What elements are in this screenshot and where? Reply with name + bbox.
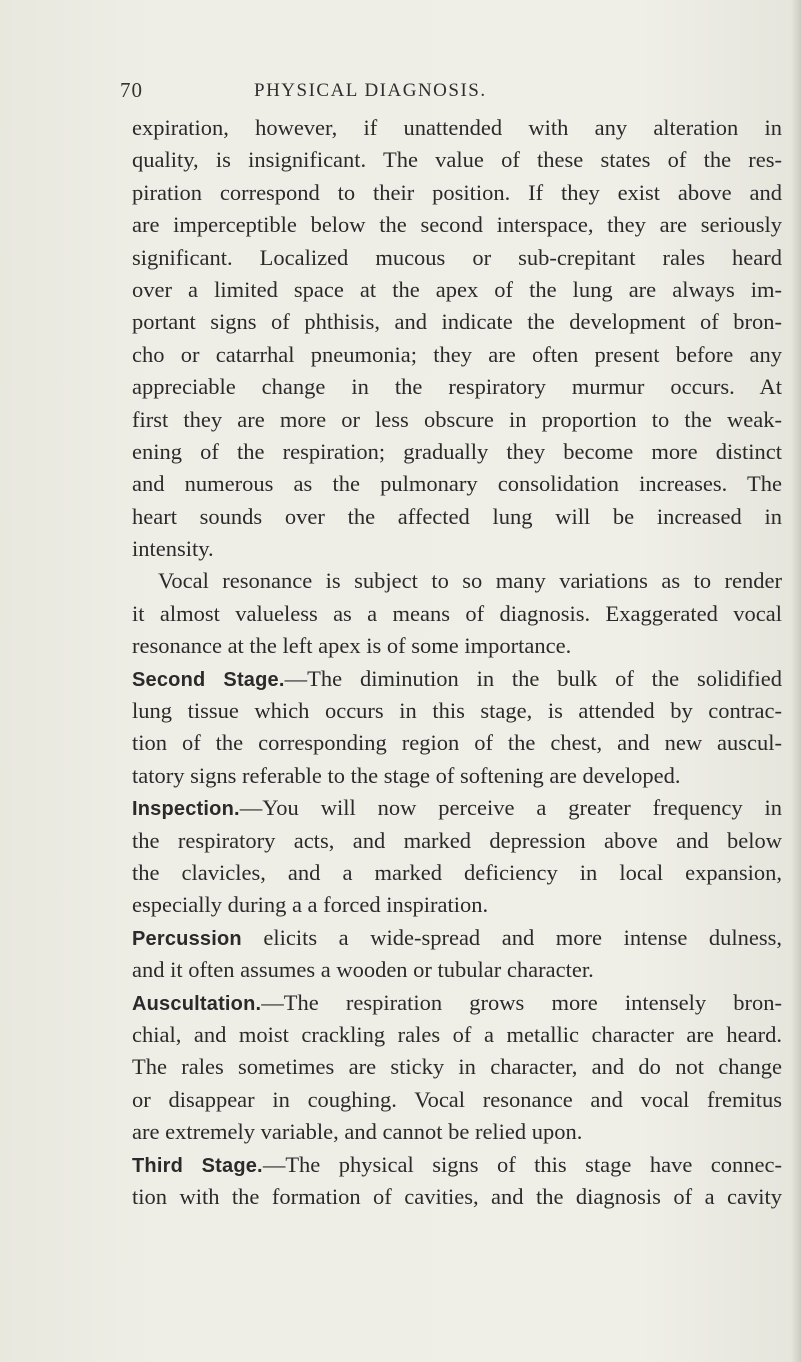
section-heading-inspection: Inspection. [132, 798, 240, 821]
text-line: intensity. [132, 536, 214, 562]
text-line: ening of the respiration; gradually they become more distinct [132, 438, 782, 464]
text-line: appreciable change in the respiratory murmur occurs. At [132, 374, 782, 400]
text-line: chial, and moist crackling rales of a metallic character are heard. [132, 1021, 782, 1047]
text-line: tion with the formation of cavities, and the diagnosis of a cavity [132, 1183, 782, 1209]
text-line: tatory signs referable to the stage of softening are developed. [132, 762, 681, 788]
text-line: and numerous as the pulmonary consolidation increases. The [132, 471, 782, 497]
text-line: quality, is insignificant. The value of these states of the res- [132, 147, 782, 173]
text-line: expiration, however, if unattended with any alteration in [132, 115, 782, 140]
text-line: Second Stage.—The diminution in the bulk of the solidified [132, 665, 782, 691]
text-line: cho or catarrhal pneumonia; they are often present before any [132, 341, 782, 367]
page-number: 70 [120, 78, 143, 102]
text-line: resonance at the left apex is of some importance. [132, 633, 572, 659]
section-heading-third-stage: Third Stage. [132, 1154, 263, 1177]
running-head: PHYSICAL DIAGNOSIS. [254, 80, 487, 101]
page-header [0, 78, 801, 108]
text-line: Vocal resonance is subject to so many variations as to render [158, 568, 782, 594]
section-heading-second-stage: Second Stage. [132, 668, 285, 691]
text-line: The rales sometimes are sticky in character, and do not change [132, 1054, 782, 1080]
text-line: Third Stage.—The physical signs of this stage have connec- [132, 1151, 782, 1177]
text-line: over a limited space at the apex of the lung are always im- [132, 276, 782, 302]
text-line: heart sounds over the affected lung will be increased in [132, 503, 782, 529]
text-line: significant. Localized mucous or sub-crepitant rales heard [132, 244, 782, 270]
text-line: the clavicles, and a marked deficiency in local expansion, [132, 859, 782, 885]
text-line: the respiratory acts, and marked depression above and below [132, 827, 782, 853]
section-heading-percussion: Percussion [132, 927, 242, 950]
body-text [132, 112, 782, 1213]
text-line: piration correspond to their position. If they exist above and [132, 179, 782, 205]
text-line: tion of the corresponding region of the chest, and new auscul- [132, 730, 782, 756]
text-line: are extremely variable, and cannot be relied upon. [132, 1119, 583, 1145]
text-line: lung tissue which occurs in this stage, is attended by contrac- [132, 698, 782, 724]
text-line: especially during a a forced inspiration. [132, 892, 489, 918]
text-line: Inspection.—You will now perceive a greater frequency in [132, 795, 782, 821]
text-line: Percussion elicits a wide-spread and more intense dulness, [132, 924, 782, 950]
text-line: portant signs of phthisis, and indicate the development of bron- [132, 309, 782, 335]
section-heading-auscultation: Auscultation. [132, 992, 262, 1015]
text-line: and it often assumes a wooden or tubular character. [132, 957, 594, 983]
text-line: Auscultation.—The respiration grows more intensely bron- [132, 989, 782, 1015]
text-line: are imperceptible below the second interspace, they are seriously [132, 212, 782, 238]
text-line: or disappear in coughing. Vocal resonance and vocal fremitus [132, 1086, 782, 1112]
text-line: it almost valueless as a means of diagnosis. Exaggerated vocal [132, 600, 782, 626]
text-line: first they are more or less obscure in proportion to the weak- [132, 406, 782, 432]
page-edge-shadow [791, 0, 801, 1362]
